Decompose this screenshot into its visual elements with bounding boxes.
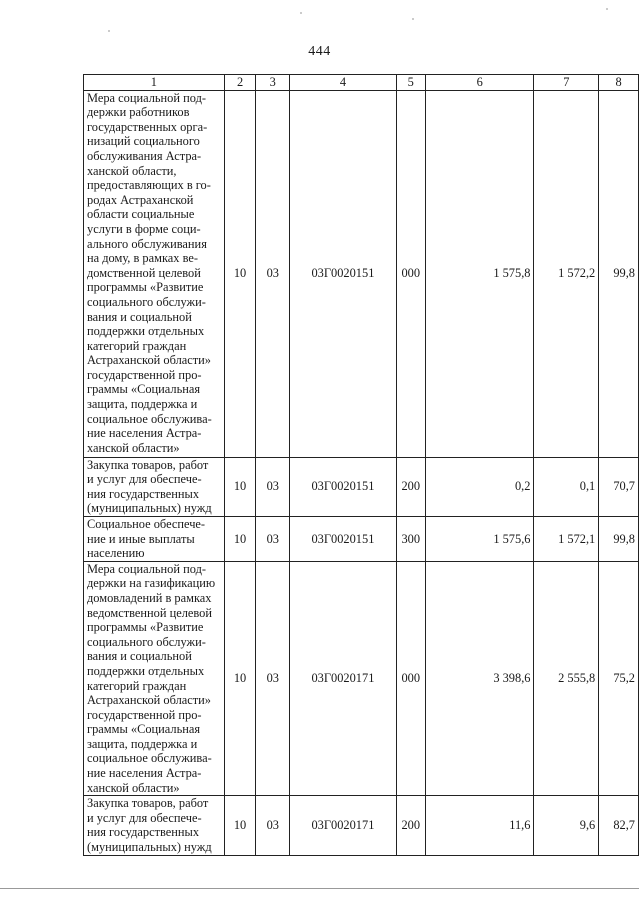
row-name-line: и услуг для обеспече-: [87, 472, 202, 487]
row-name-line: государственной про-: [87, 707, 202, 722]
planned-amount: 1 575,6: [425, 516, 534, 561]
column-header: 2: [224, 75, 255, 91]
column-header: 8: [599, 75, 639, 91]
row-name-line: граммы «Социальная: [87, 382, 201, 397]
planned-amount: 1 575,8: [425, 90, 534, 457]
row-name-line: социальное обслужива-: [87, 411, 212, 426]
executed-amount: 0,1: [534, 457, 599, 516]
scan-speck: [412, 18, 414, 20]
row-name-line: ханской области»: [87, 440, 180, 455]
row-name: [84, 90, 225, 457]
table-row: [84, 796, 639, 855]
expense-type-code: 200: [396, 796, 425, 855]
expense-type-code: 200: [396, 457, 425, 516]
table-row: [84, 516, 639, 561]
target-article-code: 03Г0020171: [290, 561, 396, 796]
target-article-code: 03Г0020151: [290, 516, 396, 561]
row-name-line: низаций социального: [87, 134, 200, 149]
row-name-line: области социальные: [87, 207, 195, 222]
target-article-code: 03Г0020151: [290, 457, 396, 516]
target-article-code: 03Г0020151: [290, 90, 396, 457]
row-name-line: (муниципальных) нужд: [87, 840, 212, 855]
row-name-line: Закупка товаров, работ: [87, 457, 209, 472]
row-name-line: защита, поддержка и: [87, 397, 198, 412]
executed-amount: 9,6: [534, 796, 599, 855]
row-name-line: ханской области»: [87, 780, 180, 795]
row-name-line: ведомственной целевой: [87, 605, 213, 620]
row-name-line: ального обслуживания: [87, 236, 207, 251]
row-name-line: на дому, в рамках ве-: [87, 251, 198, 266]
execution-percent: 99,8: [599, 516, 639, 561]
row-name-line: социальное обслужива-: [87, 751, 212, 766]
execution-percent: 82,7: [599, 796, 639, 855]
row-name-line: Мера социальной под-: [87, 90, 206, 105]
table-row: [84, 561, 639, 796]
column-header: 4: [290, 75, 396, 91]
row-name-line: ние и иные выплаты: [87, 531, 195, 546]
row-name-line: Астраханской области»: [87, 693, 211, 708]
scan-speck: [108, 30, 110, 32]
column-header: 5: [396, 75, 425, 91]
page-bottom-rule: [0, 888, 639, 889]
page-number: 444: [308, 44, 331, 59]
row-name-line: Закупка товаров, работ: [87, 796, 209, 811]
row-name-line: защита, поддержка и: [87, 736, 198, 751]
row-name-line: программы «Развитие: [87, 280, 204, 295]
row-name-line: и услуг для обеспече-: [87, 810, 202, 825]
row-name-line: предоставляющих в го-: [87, 178, 211, 193]
expense-type-code: 300: [396, 516, 425, 561]
row-name: [84, 516, 225, 561]
execution-percent: 70,7: [599, 457, 639, 516]
planned-amount: 3 398,6: [425, 561, 534, 796]
row-name-line: социального обслужи-: [87, 634, 206, 649]
row-name-line: категорий граждан: [87, 678, 187, 693]
execution-percent: 75,2: [599, 561, 639, 796]
column-header: 1: [84, 75, 225, 91]
executed-amount: 1 572,1: [534, 516, 599, 561]
row-name-line: категорий граждан: [87, 338, 187, 353]
table-row: [84, 90, 639, 457]
row-name-line: ния государственных: [87, 486, 200, 501]
row-name-line: государственной про-: [87, 367, 202, 382]
row-name-line: Социальное обеспече-: [87, 516, 206, 531]
row-name-line: ния государственных: [87, 825, 200, 840]
planned-amount: 11,6: [425, 796, 534, 855]
row-name-line: государственных орга-: [87, 119, 208, 134]
section-code: 10: [224, 516, 255, 561]
subsection-code: 03: [256, 516, 290, 561]
column-header: 3: [256, 75, 290, 91]
row-name-line: ханской области,: [87, 163, 177, 178]
section-code: 10: [224, 457, 255, 516]
column-header: 7: [534, 75, 599, 91]
subsection-code: 03: [256, 457, 290, 516]
row-name-line: граммы «Социальная: [87, 722, 201, 737]
scan-speck: [606, 8, 608, 10]
section-code: 10: [224, 561, 255, 796]
target-article-code: 03Г0020171: [290, 796, 396, 855]
section-code: 10: [224, 796, 255, 855]
row-name-line: держки на газификацию: [87, 576, 216, 591]
expense-type-code: 000: [396, 561, 425, 796]
row-name-line: держки работников: [87, 105, 190, 120]
row-name-line: Мера социальной под-: [87, 561, 206, 576]
row-name-line: ние населения Астра-: [87, 426, 202, 441]
subsection-code: 03: [256, 796, 290, 855]
header-row: [84, 75, 639, 91]
executed-amount: 2 555,8: [534, 561, 599, 796]
execution-percent: 99,8: [599, 90, 639, 457]
row-name-line: (муниципальных) нужд: [87, 501, 212, 516]
scan-speck: [300, 12, 302, 14]
row-name-line: программы «Развитие: [87, 620, 204, 635]
expense-type-code: 000: [396, 90, 425, 457]
row-name-line: родах Астраханской: [87, 192, 194, 207]
row-name-line: ние населения Астра-: [87, 766, 202, 781]
row-name: [84, 796, 225, 855]
table-row: [84, 457, 639, 516]
executed-amount: 1 572,2: [534, 90, 599, 457]
row-name-line: домственной целевой: [87, 265, 201, 280]
section-code: 10: [224, 90, 255, 457]
subsection-code: 03: [256, 561, 290, 796]
column-header: 6: [425, 75, 534, 91]
row-name-line: домовладений в рамках: [87, 590, 212, 605]
row-name-line: вания и социальной: [87, 309, 192, 324]
budget-table: [83, 74, 639, 856]
row-name-line: населению: [87, 546, 145, 561]
row-name: [84, 457, 225, 516]
row-name-line: поддержки отдельных: [87, 663, 205, 678]
row-name: [84, 561, 225, 796]
row-name-line: услуги в форме соци-: [87, 221, 201, 236]
planned-amount: 0,2: [425, 457, 534, 516]
row-name-line: Астраханской области»: [87, 353, 211, 368]
row-name-line: обслуживания Астра-: [87, 148, 202, 163]
row-name-line: поддержки отдельных: [87, 324, 205, 339]
row-name-line: социального обслужи-: [87, 294, 206, 309]
subsection-code: 03: [256, 90, 290, 457]
row-name-line: вания и социальной: [87, 649, 192, 664]
